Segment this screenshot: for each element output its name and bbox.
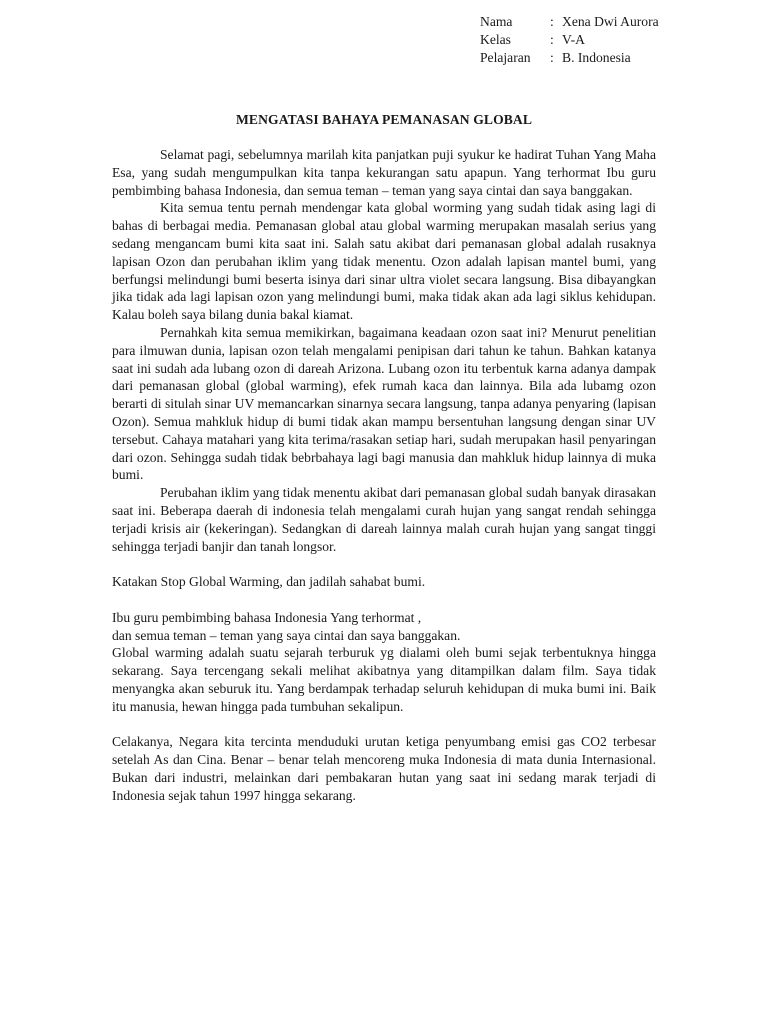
greeting-line-2: dan semua teman – teman yang saya cintai dan saya banggakan. <box>112 627 461 643</box>
pelajaran-label: Pelajaran <box>480 50 531 65</box>
paragraph-climate-change: Perubahan iklim yang tidak menentu akibat dari pemanasan global sudah banyak dirasakan saat ini. Beberapa daerah di indonesia telah mengalami curah hujan yang sangat rendah sehingga terjadi krisis air (kekeringan). Sedangkan di dareah lainnya malah curah hujan yang sangat tinggi sehingga terjadi banjir dan tanah longsor. <box>112 485 656 554</box>
document-body <box>112 146 656 804</box>
spacer <box>112 716 656 734</box>
pelajaran-value: B. Indonesia <box>562 50 631 65</box>
student-info <box>480 13 659 67</box>
paragraph-opening: Selamat pagi, sebelumnya marilah kita panjatkan puji syukur ke hadirat Tuhan Yang Maha Esa, yang sudah mengumpulkan kita tanpa kekurangan satu apapun. Yang terhormat Ibu guru pembimbing bahasa Indonesia, dan semua teman – teman yang saya cintai dan saya banggakan. <box>112 147 656 198</box>
kelas-separator: : <box>550 32 554 47</box>
greeting-line-1: Ibu guru pembimbing bahasa Indonesia Yang terhormat , <box>112 609 422 625</box>
paragraph-slogan: Katakan Stop Global Warming, dan jadilah sahabat bumi. <box>112 574 426 590</box>
kelas-value: V-A <box>562 32 585 47</box>
spacer <box>112 555 656 573</box>
spacer <box>112 591 656 609</box>
nama-separator: : <box>550 14 554 29</box>
paragraph-emission: Celakanya, Negara kita tercinta menduduki urutan ketiga penyumbang emisi gas CO2 terbesar setelah As dan Cina. Benar – benar telah mencoreng muka Indonesia di mata dunia Internasional. Bukan dari industri, melainkan dari pembakaran hutan yang saat ini sedang marak terjadi di Indonesia sejak tahun 1997 hingga sekarang. <box>112 734 656 803</box>
paragraph-ozon: Pernahkah kita semua memikirkan, bagaimana keadaan ozon saat ini? Menurut penelitian para ilmuwan dunia, lapisan ozon telah mengalami penipisan dari tahun ke tahun. Bahkan katanya saat ini sudah ada lubang ozon di dareah Arizona. Lubang ozon itu terbentuk karna adanya dampak dari pemanasan global (global warming), efek rumah kaca dan lainnya. Bila ada lubamg ozon berarti di situlah sinar UV memancarkan sinarnya secara langsung, tanpa adanya penyaring (lapisan Ozon). Semua mahkluk hidup di bumi tidak akan mampu bersentuhan langsung dengan sinar UV tersebut. Cahaya matahari yang kita terima/rasakan setiap hari, sudah merupakan hasil penyaringan dari ozon. Sehingga sudah tidak bebrbahaya lagi bagi manusia dan mahkluk hidup lainnya di muka bumi. <box>112 324 656 483</box>
nama-label: Nama <box>480 14 513 29</box>
pelajaran-separator: : <box>550 50 554 65</box>
kelas-label: Kelas <box>480 32 511 47</box>
paragraph-history: Global warming adalah suatu sejarah terburuk yg dialami oleh bumi sejak terbentuknya hingga sekarang. Saya tercengang sekali melihat akibatnya yang ditampilkan dalam film. Saya tidak menyangka akan seburuk itu. Yang berdampak terhadap seluruh kehidupan di muka bumi ini. Baik itu manusia, hewan hingga pada tumbuhan sekalipun. <box>112 645 656 714</box>
paragraph-global-warming-intro: Kita semua tentu pernah mendengar kata global worming yang sudah tidak asing lagi di bahas di berbagai media. Pemanasan global atau global warming merupakan masalah serius yang sedang mengancam bumi kita saat ini. Salah satu akibat dari pemanasan global adalah rusaknya lapisan Ozon dan perubahan iklim yang tidak menentu. Ozon adalah lapisan mantel bumi, yang berfungsi melindungi bumi beserta isinya dari sinar ultra violet secara langsung. Bisa dibayangkan jika tidak ada lagi lapisan ozon yang melindungi bumi, maka tidak akan ada lagi siklus kehidupan. Kalau boleh saya bilang dunia bakal kiamat. <box>112 200 656 323</box>
document-title: MENGATASI BAHAYA PEMANASAN GLOBAL <box>236 112 532 127</box>
nama-value: Xena Dwi Aurora <box>562 14 659 29</box>
